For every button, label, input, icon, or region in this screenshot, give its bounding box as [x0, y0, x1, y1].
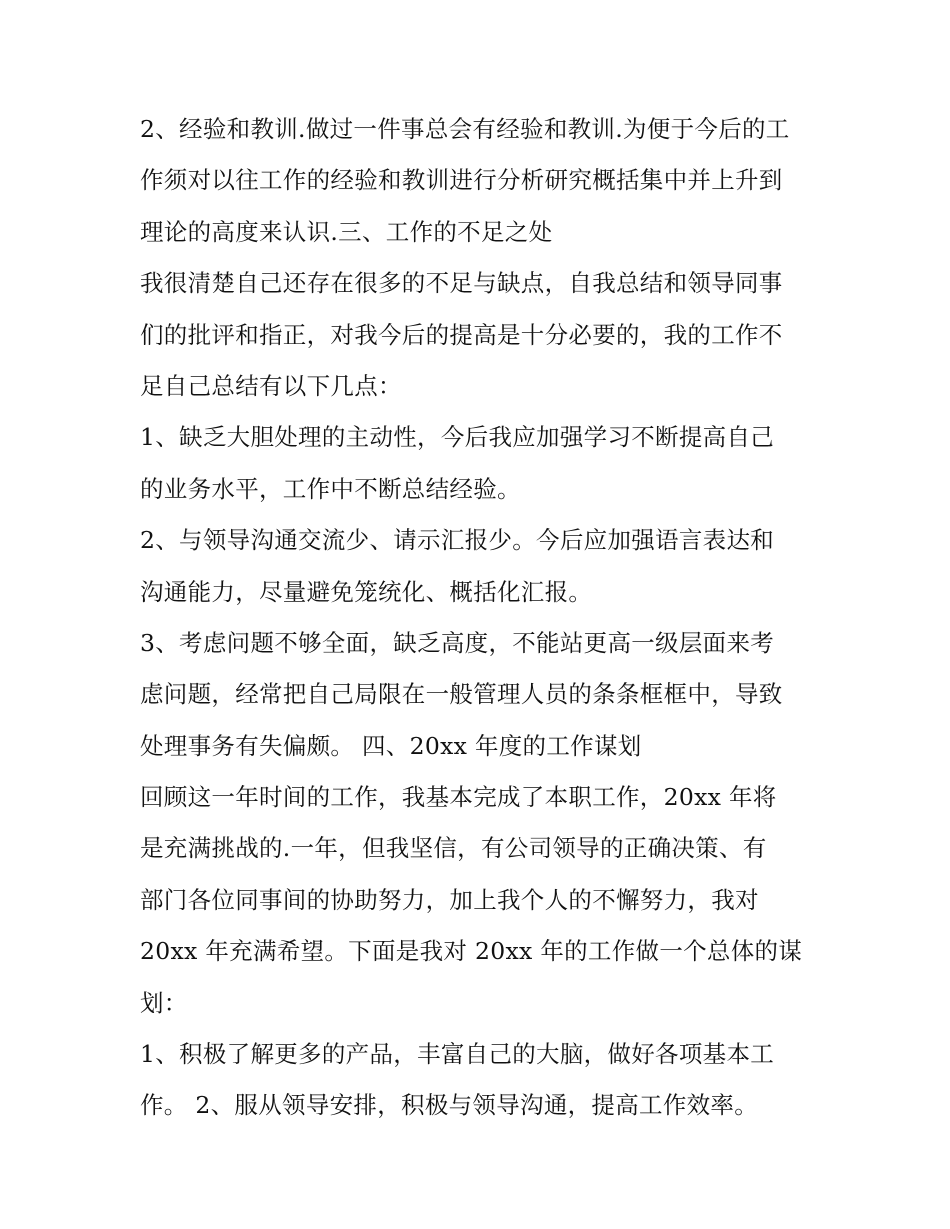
- text-line-9: 2、与领导沟通交流少、请示汇报少。今后应加强语言表达和: [140, 526, 775, 555]
- document-body: [140, 104, 820, 1132]
- text-line-5: 们的批评和指正，对我今后的提高是十分必要的，我的工作不: [140, 320, 783, 349]
- text-line-15: 是充满挑战的.一年，但我坚信，有公司领导的正确决策、有: [140, 834, 767, 863]
- text-line-8: 的业务水平，工作中不断总结经验。: [140, 474, 521, 503]
- text-line-3: 理论的高度来认识.三、工作的不足之处: [140, 217, 553, 246]
- text-line-14: 回顾这一年时间的工作，我基本完成了本职工作，20xx 年将: [140, 783, 777, 812]
- text-line-11: 3、考虑问题不够全面，缺乏高度，不能站更高一级层面来考: [140, 628, 775, 657]
- text-line-13: 处理事务有失偏颇。 四、20xx 年度的工作谋划: [140, 731, 642, 760]
- text-line-6: 足自己总结有以下几点：: [140, 371, 402, 400]
- text-line-20: 作。 2、服从领导安排，积极与领导沟通，提高工作效率。: [140, 1091, 759, 1120]
- text-line-12: 虑问题，经常把自己局限在一般管理人员的条条框框中，导致: [140, 680, 783, 709]
- text-line-10: 沟通能力，尽量避免笼统化、概括化汇报。: [140, 577, 593, 606]
- text-line-16: 部门各位同事间的协助努力，加上我个人的不懈努力，我对: [140, 885, 759, 914]
- text-line-17: 20xx 年充满希望。下面是我对 20xx 年的工作做一个总体的谋: [140, 937, 803, 966]
- text-line-18: 划：: [140, 988, 188, 1017]
- text-line-7: 1、缺乏大胆处理的主动性，今后我应加强学习不断提高自己: [140, 423, 775, 452]
- text-line-4: 我很清楚自己还存在很多的不足与缺点，自我总结和领导同事: [140, 269, 783, 298]
- text-line-19: 1、积极了解更多的产品，丰富自己的大脑，做好各项基本工: [140, 1040, 775, 1069]
- text-line-2: 作须对以往工作的经验和教训进行分析研究概括集中并上升到: [140, 166, 783, 195]
- text-line-1: 2、经验和教训.做过一件事总会有经验和教训.为便于今后的工: [140, 115, 790, 143]
